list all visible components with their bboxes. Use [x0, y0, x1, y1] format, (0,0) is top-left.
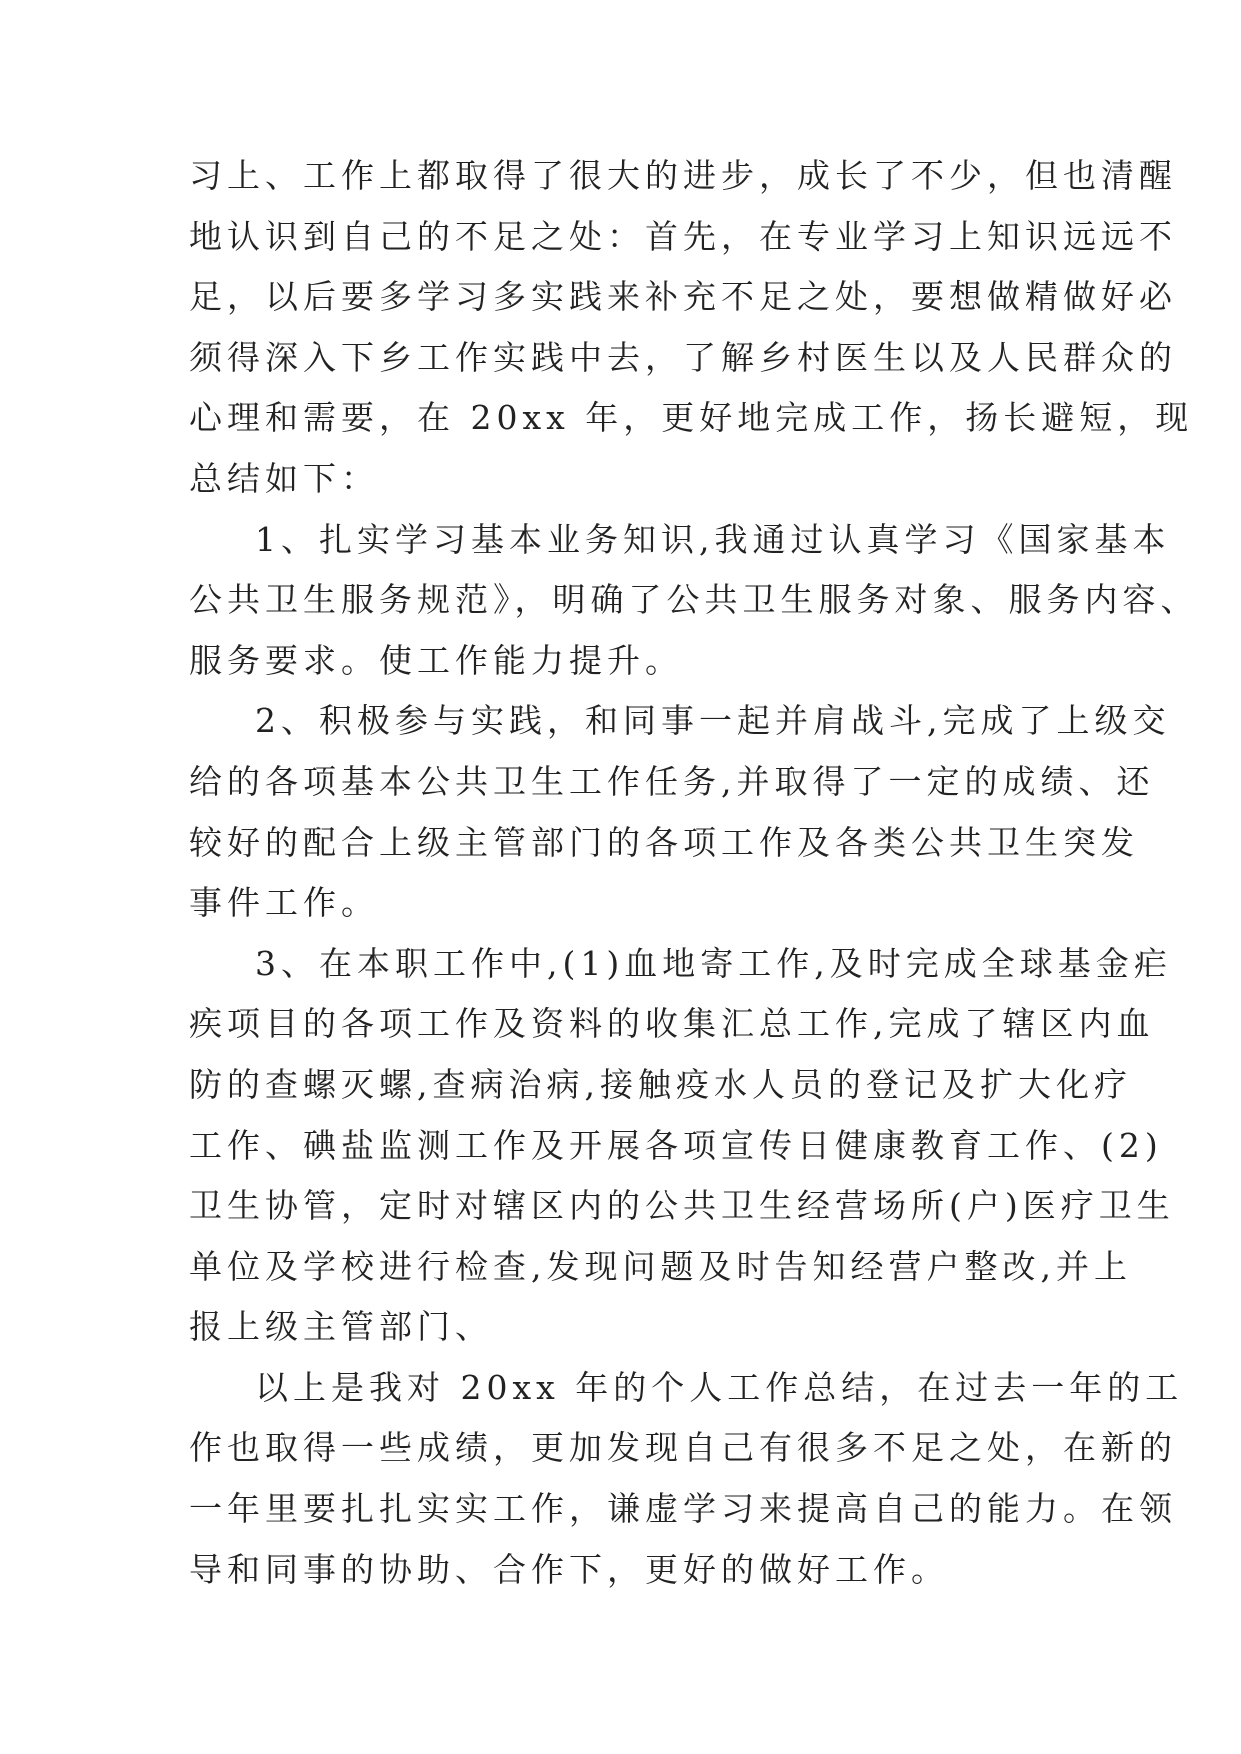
text-line: 一年里要扎扎实实工作，谦虚学习来提高自己的能力。在领 [189, 1489, 1177, 1529]
text-line: 心理和需要，在 20xx 年，更好地完成工作，扬长避短，现 [189, 398, 1194, 438]
text-line: 给的各项基本公共卫生工作任务,并取得了一定的成绩、还 [189, 761, 1155, 801]
text-line: 习上、工作上都取得了很大的进步，成长了不少，但也清醒 [189, 156, 1177, 195]
text-line: 须得深入下乡工作实践中去，了解乡村医生以及人民群众的 [189, 337, 1177, 377]
text-line: 2、积极参与实践，和同事一起并肩战斗,完成了上级交 [255, 701, 1171, 741]
text-line: 足，以后要多学习多实践来补充不足之处，要想做精做好必 [189, 277, 1177, 317]
text-line: 防的查螺灭螺,查病治病,接触疫水人员的登记及扩大化疗 [189, 1064, 1132, 1104]
text-line: 作也取得一些成绩，更加发现自己有很多不足之处，在新的 [189, 1428, 1177, 1468]
text-line: 地认识到自己的不足之处：首先，在专业学习上知识远远不 [189, 216, 1177, 256]
document-body-text [189, 146, 1199, 1600]
text-line: 1、扎实学习基本业务知识,我通过认真学习《国家基本 [255, 519, 1171, 559]
text-line: 工作、碘盐监测工作及开展各项宣传日健康教育工作、(2) [189, 1125, 1163, 1165]
text-line: 总结如下： [189, 458, 379, 498]
text-line: 以上是我对 20xx 年的个人工作总结，在过去一年的工 [255, 1367, 1184, 1407]
text-line: 导和同事的协助、合作下，更好的做好工作。 [189, 1549, 949, 1589]
text-line: 3、在本职工作中,(1)血地寄工作,及时完成全球基金疟 [255, 943, 1172, 983]
text-line: 报上级主管部门、 [189, 1307, 493, 1347]
text-line: 服务要求。使工作能力提升。 [189, 640, 683, 680]
text-line: 事件工作。 [189, 883, 379, 923]
text-line: 卫生协管，定时对辖区内的公共卫生经营场所(户)医疗卫生 [189, 1186, 1175, 1226]
text-line: 疾项目的各项工作及资料的收集汇总工作,完成了辖区内血 [189, 1004, 1155, 1044]
text-line: 较好的配合上级主管部门的各项工作及各类公共卫生突发 [189, 822, 1139, 862]
text-line: 单位及学校进行检查,发现问题及时告知经营户整改,并上 [189, 1246, 1132, 1286]
text-line: 公共卫生服务规范》，明确了公共卫生服务对象、服务内容、 [189, 580, 1199, 620]
